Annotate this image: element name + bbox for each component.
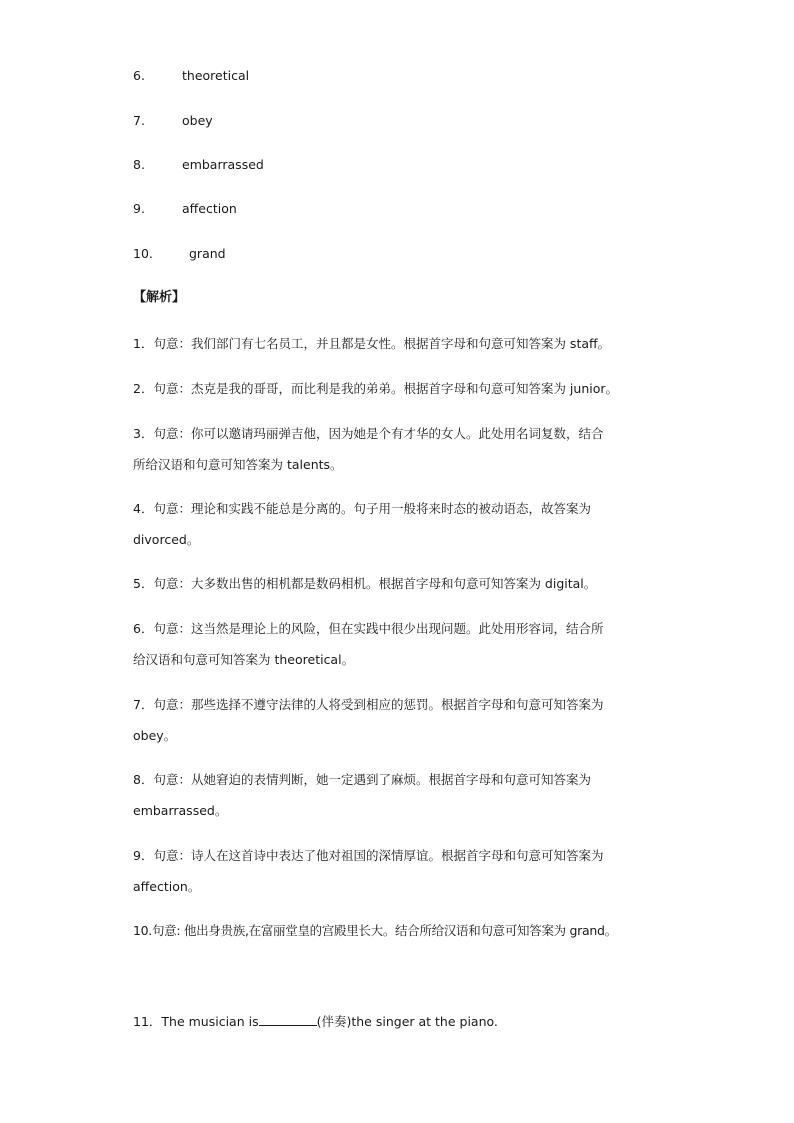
explanation-line: 3．句意：你可以邀请玛丽弹吉他，因为她是个有才华的女人。此处用名词复数，结合 <box>133 426 604 441</box>
explanation-item <box>133 840 673 902</box>
explanation-line: affection。 <box>133 879 201 894</box>
explanation-item <box>133 328 673 359</box>
explanation-line: 8．句意：从她窘迫的表情判断，她一定遇到了麻烦。根据首字母和句意可知答案为 <box>133 772 591 787</box>
explanation-line: 所给汉语和句意可知答案为 talents。 <box>133 457 343 472</box>
explanation-line: 4．句意：理论和实践不能总是分离的。句子用一般将来时态的被动语态，故答案为 <box>133 501 591 516</box>
answer-number: 7. <box>133 113 145 128</box>
explanation-item <box>133 568 673 599</box>
explanation-line: 9．句意：诗人在这首诗中表达了他对祖国的深情厚谊。根据首字母和句意可知答案为 <box>133 848 604 863</box>
explanation-item <box>133 418 673 480</box>
answer-word: theoretical <box>182 68 250 83</box>
explanation-item <box>133 493 673 555</box>
explanation-line: obey。 <box>133 728 177 743</box>
explanation-line: embarrassed。 <box>133 803 228 818</box>
explanation-item <box>133 613 673 675</box>
answer-number: 6. <box>133 68 145 83</box>
answer-number: 10. <box>133 246 153 261</box>
question-number: 11． <box>133 1014 162 1029</box>
explanation-line: 7．句意：那些选择不遵守法律的人将受到相应的惩罚。根据首字母和句意可知答案为 <box>133 697 604 712</box>
question-text-before: The musician is <box>161 1014 259 1029</box>
explanation-line: 给汉语和句意可知答案为 theoretical。 <box>133 652 355 667</box>
answer-word: embarrassed <box>182 157 264 172</box>
answer-number: 8. <box>133 157 145 172</box>
answer-word: grand <box>189 246 226 261</box>
explanation-line: 2．句意：杰克是我的哥哥，而比利是我的弟弟。根据首字母和句意可知答案为 junior。 <box>133 381 619 396</box>
explanation-line: 5．句意：大多数出售的相机都是数码相机。根据首字母和句意可知答案为 digital。 <box>133 576 597 591</box>
question-11 <box>133 1013 498 1030</box>
explanation-item <box>133 689 673 751</box>
explanation-item <box>133 915 673 946</box>
answer-blank[interactable] <box>259 1013 317 1026</box>
explanation-line: 1．句意：我们部门有七名员工，并且都是女性。根据首字母和句意可知答案为 staff。 <box>133 336 611 351</box>
section-title-analysis: 【解析】 <box>133 290 186 305</box>
explanation-item <box>133 373 673 404</box>
answer-word: obey <box>182 113 213 128</box>
answer-word: affection <box>182 201 237 216</box>
explanation-line: 6．句意：这当然是理论上的风险，但在实践中很少出现问题。此处用形容词，结合所 <box>133 621 604 636</box>
answer-number: 9. <box>133 201 145 216</box>
question-text-after: (伴奏)the singer at the piano. <box>316 1014 498 1029</box>
explanation-line: 10.句意: 他出身贵族,在富丽堂皇的宫殿里长大。结合所给汉语和句意可知答案为 grand。 <box>133 923 617 938</box>
explanation-item <box>133 764 673 826</box>
explanation-line: divorced。 <box>133 532 200 547</box>
